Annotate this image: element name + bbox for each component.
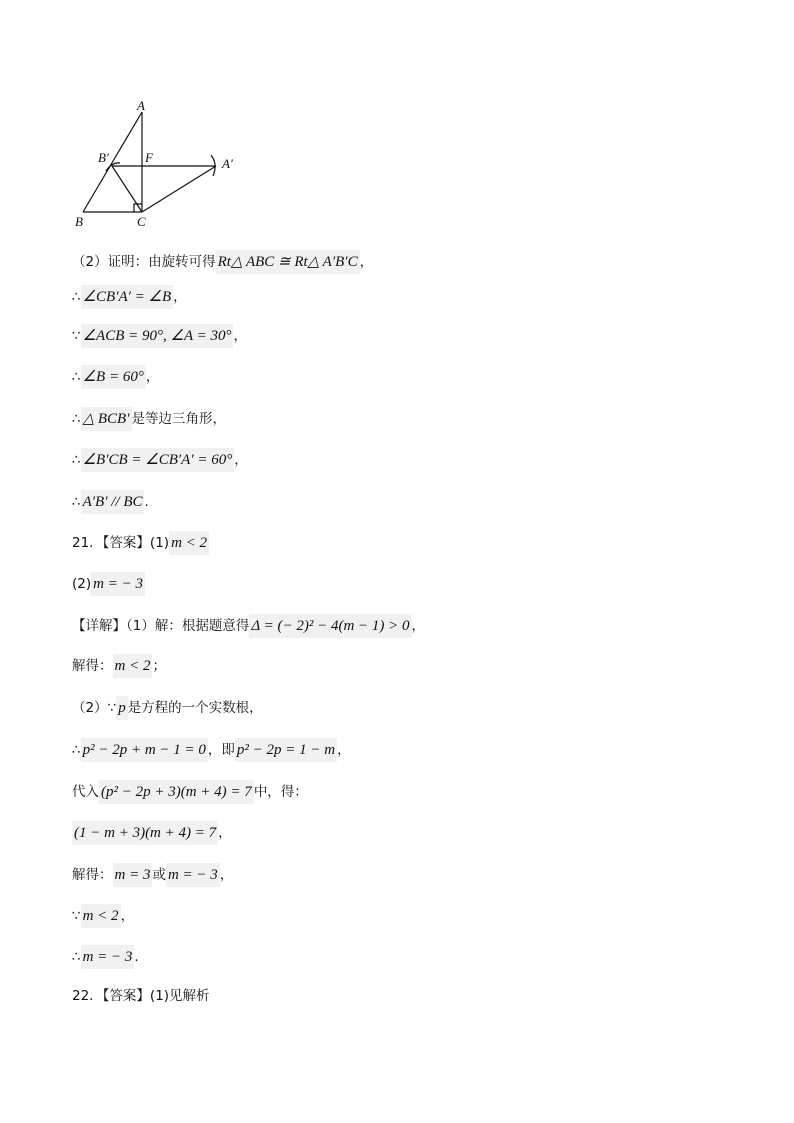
line-suffix: ， <box>219 867 234 883</box>
line-prefix: ∴ <box>72 289 81 305</box>
solution-line <box>72 656 166 676</box>
label-F: F <box>145 150 153 165</box>
solution-line <box>72 287 187 307</box>
solution-line <box>72 367 159 387</box>
math-expression: ∠B = 60° <box>81 365 146 389</box>
line-prefix: 【详解】（1）解：根据题意得 <box>72 618 250 634</box>
math-expression: (1 − m + 3)(m + 4) = 7 <box>72 821 218 845</box>
math-expression: (p² − 2p + 3)(m + 4) = 7 <box>99 780 254 804</box>
label-C: C <box>137 214 146 229</box>
math-expression: Δ = (− 2)² − 4(m − 1) > 0 <box>249 614 411 638</box>
solution-line <box>72 409 226 429</box>
triangle-rotation-diagram <box>70 100 250 232</box>
solution-line <box>72 986 210 1006</box>
line-suffix: . <box>134 949 139 965</box>
line-prefix: ∴ <box>72 949 81 965</box>
geometry-figure <box>70 100 250 232</box>
segment-BprimeC <box>112 166 142 212</box>
line-suffix: ， <box>145 369 160 385</box>
line-suffix: ， <box>337 742 351 758</box>
line-prefix: 22．【答案】(1)见解析 <box>72 988 210 1004</box>
solution-line <box>72 326 247 346</box>
line-suffix: ， <box>218 825 232 841</box>
math-expression: A′B′ // BC <box>81 490 145 514</box>
line-prefix: 解得： <box>72 658 113 674</box>
solution-line <box>72 947 139 967</box>
solution-line <box>72 616 425 636</box>
math-expression: △ BCB′ <box>81 407 132 431</box>
solution-line <box>72 698 263 718</box>
math-expression: m < 2 <box>169 531 209 555</box>
line-suffix: ， <box>359 254 374 270</box>
segment-AprimeC <box>142 166 216 212</box>
line-suffix: ， <box>173 289 187 305</box>
line-prefix: ∵ <box>72 328 81 344</box>
math-expression: m = − 3 <box>91 572 145 596</box>
label-B-prime: B′ <box>98 150 109 165</box>
line-suffix: ， <box>233 328 247 344</box>
line-prefix: 解得： <box>72 867 113 883</box>
line-prefix: （2）证明：由旋转可得 <box>72 254 216 270</box>
math-expression: m = − 3 <box>166 863 220 887</box>
solution-line <box>72 533 209 553</box>
line-prefix: (2) <box>72 576 92 592</box>
math-expression: m = 3 <box>113 863 153 887</box>
math-expression: m < 2 <box>113 654 153 678</box>
solution-line <box>72 906 134 926</box>
segment-AB <box>83 112 142 212</box>
label-A: A <box>137 100 145 113</box>
math-expression: m < 2 <box>81 904 121 928</box>
line-suffix: 中，得： <box>253 784 308 800</box>
line-suffix: ，即 <box>207 742 235 758</box>
math-expression: ∠B′CB = ∠CB′A′ = 60° <box>81 448 235 472</box>
line-prefix: ∴ <box>72 494 81 510</box>
solution-line <box>72 782 308 802</box>
solution-line <box>72 574 145 594</box>
math-expression: p² − 2p = 1 − m <box>235 738 337 762</box>
line-prefix: ∴ <box>72 742 81 758</box>
label-B: B <box>75 214 83 229</box>
math-expression: m = − 3 <box>81 945 135 969</box>
line-prefix: 21．【答案】(1) <box>72 535 170 551</box>
line-prefix: ∴ <box>72 452 81 468</box>
line-prefix: ∵ <box>72 908 81 924</box>
solution-line <box>72 823 232 843</box>
solution-line <box>72 740 351 760</box>
line-suffix: 或 <box>152 867 166 883</box>
solution-line <box>72 492 149 512</box>
math-expression: p <box>116 696 128 720</box>
math-expression: ∠ACB = 90°, ∠A = 30° <box>81 324 234 348</box>
line-prefix: 代入 <box>72 784 99 800</box>
line-suffix: . <box>144 494 149 510</box>
line-suffix: ； <box>152 658 166 674</box>
line-suffix: ， <box>234 452 248 468</box>
line-suffix: ， <box>120 908 135 924</box>
math-expression: Rt△ ABC ≅ Rt△ A′B′C <box>216 250 360 274</box>
solution-line <box>72 252 373 272</box>
line-suffix: ， <box>411 618 426 634</box>
solution-line <box>72 865 233 885</box>
line-prefix: （2）∵ <box>72 700 117 716</box>
line-suffix: 是方程的一个实数根， <box>127 700 263 716</box>
line-suffix: 是等边三角形， <box>131 411 226 427</box>
math-expression: p² − 2p + m − 1 = 0 <box>81 738 208 762</box>
line-prefix: ∴ <box>72 369 81 385</box>
label-A-prime: A′ <box>222 156 233 171</box>
solution-line <box>72 450 248 470</box>
math-expression: ∠CB′A′ = ∠B <box>81 285 174 309</box>
line-prefix: ∴ <box>72 411 81 427</box>
